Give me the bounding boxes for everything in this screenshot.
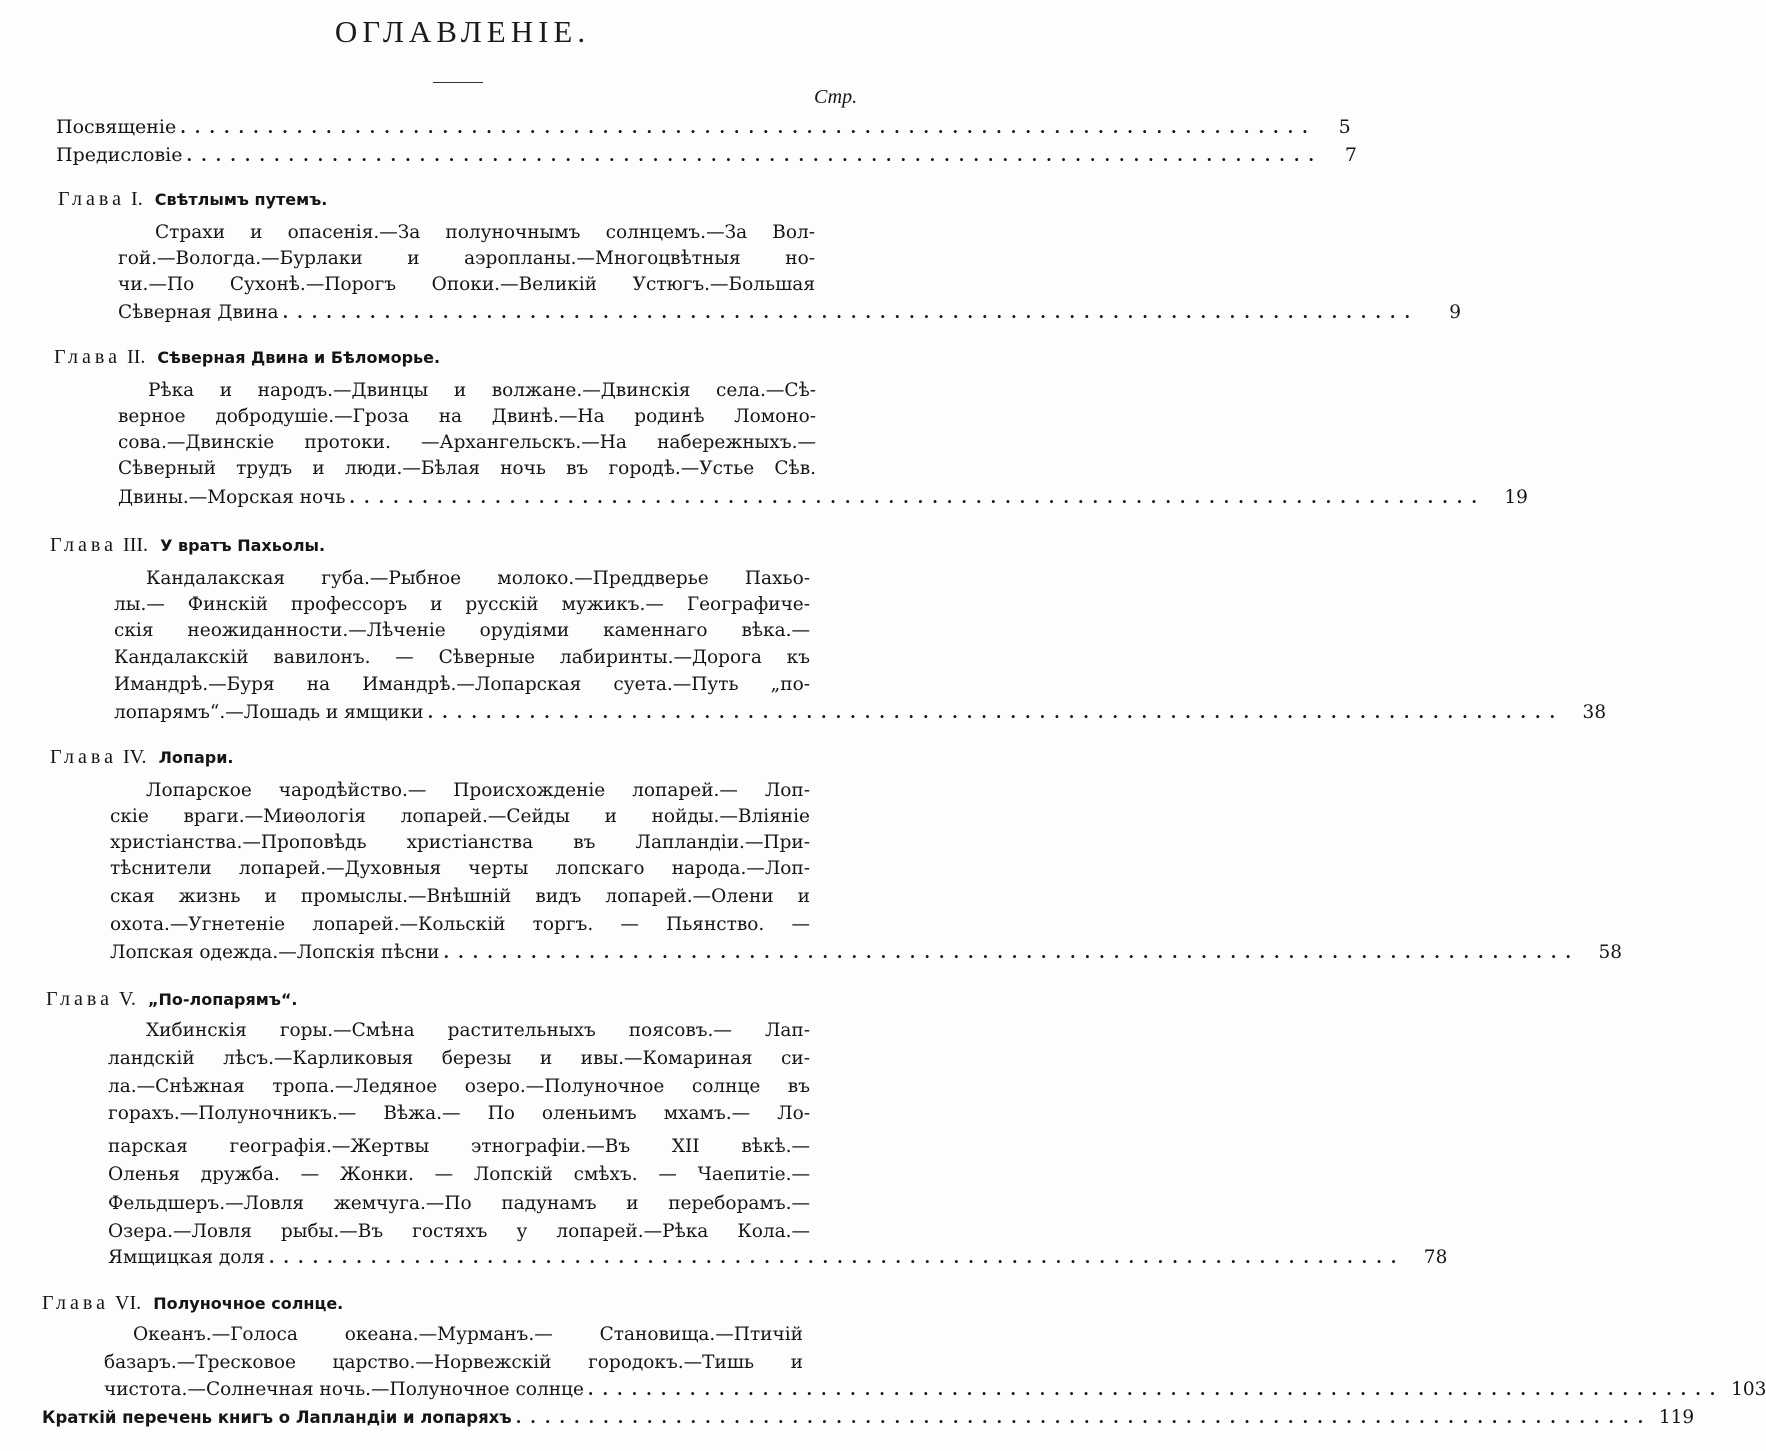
chapter-word: Глава [54, 346, 121, 368]
chapter-summary-tail: лопарямъ“.—Лошадь и ямщики [114, 702, 424, 723]
chapter-summary-tail: Ямщицкая доля [108, 1247, 265, 1268]
chapter-number: VI. [115, 1292, 142, 1314]
chapter-number: III. [123, 534, 149, 556]
chapter-summary-line: базаръ.—Тресковое царство.—Норвежскiй городокъ.—Тишь и [104, 1352, 803, 1373]
chapter-summary-tail: Сѣверная Двина [118, 302, 279, 323]
dot-leader: .............................................................................. [349, 488, 1486, 507]
chapter-summary-line: верное добродушiе.—Гроза на Двинѣ.—На родинѣ Ломоно- [118, 406, 816, 427]
chapter-summary-line: чи.—По Сухонѣ.—Порогъ Опоки.—Великiй Устюгъ.—Большая [118, 274, 815, 295]
chapter-summary-line: горахъ.—Полуночникъ.— Вѣжа.— По оленьимъ мхамъ.— Ло- [108, 1103, 810, 1124]
chapter-summary-line: ландскiй лѣсъ.—Карликовыя березы и ивы.—Комариная си- [108, 1048, 810, 1069]
chapter-summary-line: Океанъ.—Голоса океана.—Мурманъ.— Становища.—Птичiй [133, 1324, 803, 1345]
chapter-summary-tail: чистота.—Солнечная ночь.—Полуночное солнце [104, 1379, 584, 1400]
dot-leader: .............................................................................. [515, 1408, 1653, 1427]
dot-leader: .............................................................................. [587, 1380, 1725, 1399]
chapter-summary-tail: Двины.—Морская ночь [118, 487, 346, 508]
chapter-title: Свѣтлымъ путемъ. [154, 190, 328, 209]
chapter-summary-line: Рѣка и народъ.—Двинцы и волжане.—Двинскiя села.—Сѣ- [148, 380, 816, 401]
chapter-summary-line: Сѣверный трудъ и люди.—Бѣлая ночь въ городѣ.—Устье Сѣв. [118, 458, 816, 479]
page-title: ОГЛАВЛЕНIЕ. [334, 14, 591, 49]
toc-entry-page: 119 [1658, 1407, 1695, 1428]
dot-leader: .............................................................................. [186, 146, 1323, 165]
chapter-title: Лопари. [158, 748, 234, 767]
chapter-summary-line: сова.—Двинскiе протоки. —Архангельскъ.—На набережныхъ.— [118, 432, 816, 453]
chapter-summary-line: скiе враги.—Миѳологiя лопарей.—Сейды и нойды.—Влiянiе [110, 806, 810, 827]
chapter-summary-line: лы.— Финскiй профессоръ и русскiй мужикъ.— Географиче- [114, 594, 810, 615]
chapter-heading-5[interactable] [46, 986, 297, 1013]
dot-leader: .............................................................................. [282, 303, 1420, 322]
toc-entry-dedication[interactable] [56, 114, 1351, 141]
toc-entry-page: 5 [1338, 116, 1351, 138]
chapter-number: V. [119, 988, 136, 1010]
dot-leader: .............................................................................. [180, 118, 1317, 137]
chapter-summary-last-line [108, 1245, 1448, 1271]
chapter-page-number: 103 [1731, 1379, 1766, 1400]
chapter-heading-4[interactable] [50, 744, 233, 771]
chapter-summary-last-line [114, 700, 1607, 726]
chapter-summary-line: Кандалакская губа.—Рыбное молоко.—Преддверье Пахьо- [146, 568, 810, 589]
chapter-page-number: 9 [1449, 302, 1462, 323]
chapter-summary-line: скiя неожиданности.—Лѣченiе орудiями каменнаго вѣка.— [114, 620, 810, 641]
chapter-summary-line: гой.—Вологда.—Бурлаки и аэропланы.—Многоцвѣтныя но- [118, 248, 815, 269]
chapter-page-number: 78 [1423, 1247, 1448, 1268]
chapter-title: „По-лопарямъ“. [147, 990, 298, 1009]
chapter-number: II. [127, 346, 146, 368]
chapter-word: Глава [50, 746, 117, 768]
toc-entry-label: Краткiй перечень книгъ о Лапландiи и лопаряхъ [42, 1408, 512, 1427]
chapter-summary-tail: Лопская одежда.—Лопскiя пѣсни [110, 942, 440, 963]
page-column-heading: Стр. [814, 86, 858, 108]
chapter-title: У вратъ Пахьолы. [160, 536, 326, 555]
chapter-word: Глава [50, 534, 117, 556]
chapter-summary-line: ла.—Снѣжная тропа.—Ледяное озеро.—Полуночное солнце въ [108, 1076, 810, 1097]
chapter-page-number: 19 [1504, 487, 1528, 508]
chapter-word: Глава [42, 1292, 109, 1314]
chapter-summary-line: Хибинскiя горы.—Смѣна растительныхъ поясовъ.— Лап- [146, 1020, 810, 1041]
chapter-heading-2[interactable] [54, 344, 440, 371]
chapter-summary-line: Имандрѣ.—Буря на Имандрѣ.—Лопарская суета.—Путь „по- [114, 674, 810, 695]
chapter-summary-line: парская географiя.—Жертвы этнографiи.—Въ XII вѣкѣ.— [108, 1136, 810, 1157]
chapter-summary-last-line [118, 300, 1462, 326]
dot-leader: .............................................................................. [268, 1248, 1406, 1267]
chapter-word: Глава [46, 988, 113, 1010]
chapter-summary-last-line [118, 485, 1528, 511]
toc-entry-preface[interactable] [56, 142, 1357, 169]
chapter-word: Глава [58, 188, 125, 210]
chapter-summary-line: христiанства.—Проповѣдь христiанства въ Лапландiи.—При- [110, 832, 810, 853]
chapter-heading-6[interactable] [42, 1290, 343, 1317]
title-rule [433, 82, 483, 83]
chapter-summary-line: Оленья дружба. — Жонки. — Лопскiй смѣхъ. — Чаепитiе.— [108, 1164, 810, 1185]
dot-leader: .............................................................................. [427, 703, 1565, 722]
chapter-summary-last-line [110, 940, 1622, 966]
chapter-title: Полуночное солнце. [153, 1294, 344, 1313]
chapter-summary-last-line [104, 1377, 1766, 1403]
chapter-page-number: 58 [1598, 942, 1622, 963]
chapter-title: Сѣверная Двина и Бѣломорье. [157, 348, 441, 367]
chapter-summary-line: Фельдшеръ.—Ловля жемчуга.—По падунамъ и переборамъ.— [108, 1193, 810, 1214]
chapter-summary-line: ская жизнь и промыслы.—Внѣшнiй видъ лопарей.—Олени и [110, 886, 810, 907]
chapter-summary-line: Лопарское чародѣйство.— Происхожденiе лопарей.— Лоп- [146, 780, 810, 801]
dot-leader: .............................................................................. [443, 943, 1580, 962]
chapter-summary-line: Кандалакскiй вавилонъ. — Сѣверные лабиринты.—Дорога къ [114, 647, 810, 668]
chapter-number: I. [131, 188, 143, 210]
toc-entry-bibliography[interactable] [42, 1405, 1695, 1431]
toc-entry-label: Посвященiе [56, 116, 177, 138]
chapter-summary-line: Страхи и опасенiя.—За полуночнымъ солнцемъ.—За Вол- [155, 222, 815, 243]
toc-entry-label: Предисловiе [56, 144, 183, 166]
toc-entry-page: 7 [1344, 144, 1357, 166]
chapter-heading-1[interactable] [58, 186, 327, 213]
chapter-summary-line: Озера.—Ловля рыбы.—Въ гостяхъ у лопарей.—Рѣка Кола.— [108, 1221, 810, 1242]
chapter-summary-line: тѣснители лопарей.—Духовныя черты лопскаго народа.—Лоп- [110, 858, 810, 879]
chapter-heading-3[interactable] [50, 532, 325, 559]
chapter-page-number: 38 [1582, 702, 1607, 723]
chapter-summary-line: охота.—Угнетенiе лопарей.—Кольскiй торгъ. — Пьянство. — [110, 914, 810, 935]
chapter-number: IV. [123, 746, 147, 768]
